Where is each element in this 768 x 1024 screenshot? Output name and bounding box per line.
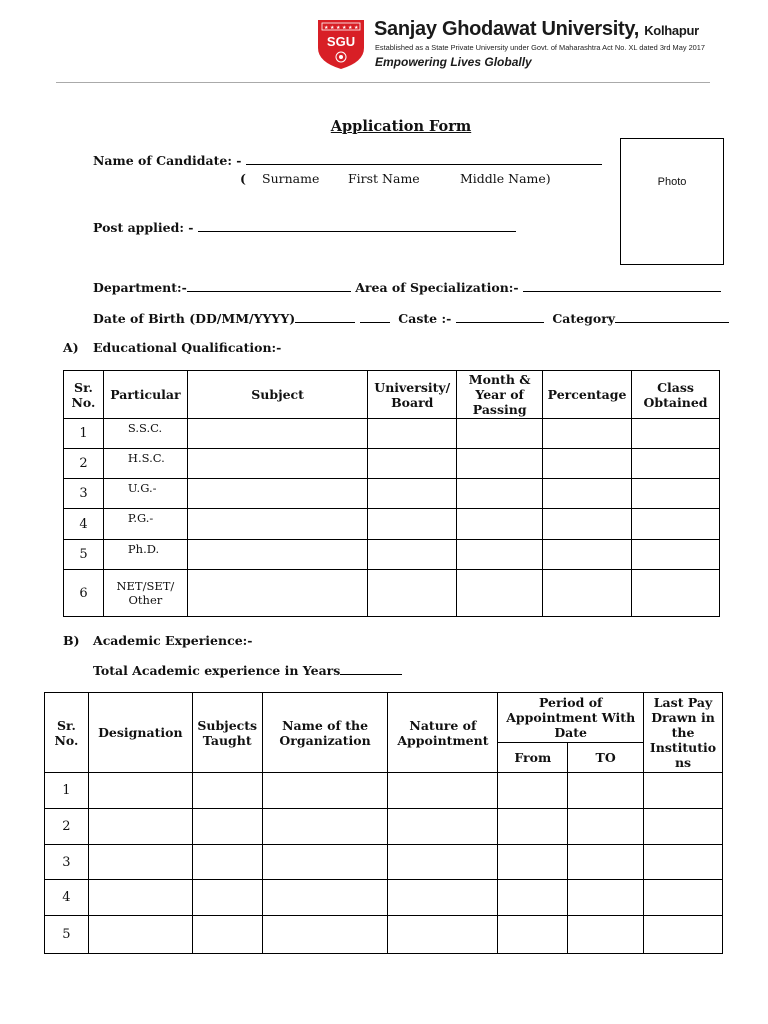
table-row [45, 916, 723, 954]
first-name-hint: First Name [348, 171, 420, 186]
post-applied-row [93, 220, 516, 235]
col-last-pay [644, 693, 723, 773]
university-cell[interactable] [368, 540, 457, 570]
sr-cell: 2 [64, 449, 104, 479]
col-month-year [457, 371, 543, 419]
last-pay-cell[interactable] [644, 880, 723, 916]
education-header-row [64, 371, 720, 419]
col-month-line2: Year of [475, 387, 524, 402]
last-pay-cell[interactable] [644, 845, 723, 880]
sr-cell: 3 [45, 845, 89, 880]
department-label: Department:- [93, 280, 187, 295]
from-cell[interactable] [498, 880, 568, 916]
to-cell[interactable] [568, 845, 644, 880]
university-name-text: Sanjay Ghodawat University, [374, 18, 639, 40]
subject-cell[interactable] [187, 570, 367, 617]
sr-cell: 3 [64, 479, 104, 509]
total-experience-field[interactable] [340, 664, 402, 675]
table-row [64, 479, 720, 509]
to-cell[interactable] [568, 773, 644, 809]
table-row [45, 845, 723, 880]
organization-cell[interactable] [262, 880, 388, 916]
subject-cell[interactable] [187, 479, 367, 509]
nature-cell[interactable] [388, 845, 498, 880]
section-b-heading: Academic Experience:- [93, 633, 253, 648]
organization-cell[interactable] [262, 916, 388, 954]
table-row [64, 419, 720, 449]
col-lastpay-line1: Last Pay [653, 695, 713, 710]
sr-cell: 4 [45, 880, 89, 916]
month-year-cell[interactable] [457, 479, 543, 509]
table-row [45, 880, 723, 916]
dob-row [93, 311, 729, 326]
subject-cell[interactable] [187, 419, 367, 449]
specialization-label: Area of Specialization:- [355, 280, 519, 295]
class-cell[interactable] [632, 419, 720, 449]
last-pay-cell[interactable] [644, 773, 723, 809]
category-field[interactable] [615, 312, 729, 323]
month-year-cell[interactable] [457, 419, 543, 449]
sr-cell: 4 [64, 509, 104, 540]
col-subject: Subject [187, 371, 367, 419]
university-cell[interactable] [368, 419, 457, 449]
col-percentage: Percentage [543, 371, 632, 419]
form-title: Application Form [330, 118, 472, 135]
education-table [63, 370, 720, 617]
particular-cell: Ph.D. [103, 540, 187, 570]
particular-line2: Other [128, 593, 163, 607]
col-subjects-taught [192, 693, 262, 773]
subjects-cell[interactable] [192, 880, 262, 916]
col-particular: Particular [103, 371, 187, 419]
category-label: Category [552, 311, 616, 326]
to-cell[interactable] [568, 880, 644, 916]
last-pay-cell[interactable] [644, 809, 723, 845]
designation-cell[interactable] [88, 845, 192, 880]
percentage-cell[interactable] [543, 509, 632, 540]
table-row [45, 773, 723, 809]
col-university-line1: University/ [374, 379, 451, 395]
candidate-name-label: Name of Candidate: - [93, 153, 242, 168]
col-nature [388, 693, 498, 773]
col-subjects-line2: Taught [202, 732, 252, 748]
col-designation: Designation [88, 693, 192, 773]
col-subjects-line1: Subjects [197, 717, 258, 733]
experience-header-row [45, 693, 723, 743]
particular-cell: S.S.C. [103, 419, 187, 449]
dob-field[interactable] [295, 312, 355, 323]
percentage-cell[interactable] [543, 449, 632, 479]
middle-name-hint: Middle Name) [460, 171, 551, 186]
dob-field-extra[interactable] [360, 312, 390, 323]
section-b-marker: B) [63, 633, 80, 648]
university-cell[interactable] [368, 570, 457, 617]
university-cell[interactable] [368, 449, 457, 479]
photo-box[interactable] [620, 138, 724, 265]
col-period-line3: Date [554, 725, 588, 740]
department-field[interactable] [187, 281, 351, 292]
svg-text:★: ★ [354, 25, 359, 31]
particular-line1: NET/SET/ [116, 579, 175, 593]
particular-cell: U.G.- [103, 479, 187, 509]
nature-cell[interactable] [388, 880, 498, 916]
header-divider [56, 82, 710, 83]
col-class-line1: Class [657, 379, 694, 395]
subjects-cell[interactable] [192, 845, 262, 880]
caste-field[interactable] [456, 312, 544, 323]
logo-text: SGU [326, 34, 356, 49]
subjects-cell[interactable] [192, 916, 262, 954]
designation-cell[interactable] [88, 916, 192, 954]
university-city: Kolhapur [644, 23, 699, 38]
name-open-paren: ( [240, 171, 246, 186]
table-row [64, 540, 720, 570]
col-sr-line1: Sr. [74, 379, 93, 395]
percentage-cell[interactable] [543, 570, 632, 617]
col-org-line1: Name of the [282, 717, 369, 733]
last-pay-cell[interactable] [644, 916, 723, 954]
svg-text:★: ★ [342, 25, 347, 31]
department-row [93, 280, 721, 295]
subject-cell[interactable] [187, 509, 367, 540]
svg-text:★: ★ [330, 25, 335, 31]
post-applied-label: Post applied: - [93, 220, 194, 235]
post-applied-field[interactable] [198, 221, 516, 232]
section-a-marker: A) [63, 340, 79, 355]
nature-cell[interactable] [388, 916, 498, 954]
percentage-cell[interactable] [543, 540, 632, 570]
col-sr-line1: Sr. [57, 717, 76, 733]
svg-text:★: ★ [324, 25, 329, 31]
sr-cell: 5 [45, 916, 89, 954]
university-established-note: Established as a State Private University under Govt. of Maharashtra Act No. XL dated 3rd May 2017 [375, 43, 706, 52]
from-cell[interactable] [498, 773, 568, 809]
sr-cell: 1 [45, 773, 89, 809]
candidate-name-field[interactable] [246, 154, 602, 165]
particular-cell: H.S.C. [103, 449, 187, 479]
designation-cell[interactable] [88, 880, 192, 916]
dob-label: Date of Birth (DD/MM/YYYY) [93, 311, 296, 326]
col-org-line2: Organization [279, 732, 371, 748]
col-lastpay-line4: Institutio [649, 740, 717, 755]
col-sr [45, 693, 89, 773]
col-lastpay-line3: the [671, 725, 695, 740]
table-row [64, 509, 720, 540]
from-cell[interactable] [498, 845, 568, 880]
section-a-heading: Educational Qualification:- [93, 340, 282, 355]
sr-cell: 1 [64, 419, 104, 449]
table-row [64, 449, 720, 479]
surname-hint: Surname [262, 171, 320, 186]
col-lastpay-line2: Drawn in [651, 710, 715, 725]
organization-cell[interactable] [262, 845, 388, 880]
col-nature-line2: Appointment [397, 732, 489, 748]
organization-cell[interactable] [262, 773, 388, 809]
experience-table [44, 692, 723, 954]
sr-cell: 5 [64, 540, 104, 570]
col-period-line2: Appointment With [506, 710, 636, 725]
col-period-line1: Period of [538, 695, 603, 710]
col-to: TO [568, 743, 644, 773]
month-year-cell[interactable] [457, 540, 543, 570]
col-organization [262, 693, 388, 773]
university-name [374, 18, 699, 41]
university-cell[interactable] [368, 479, 457, 509]
to-cell[interactable] [568, 809, 644, 845]
sr-cell: 6 [64, 570, 104, 617]
particular-cell: P.G.- [103, 509, 187, 540]
month-year-cell[interactable] [457, 449, 543, 479]
col-lastpay-line5: ns [674, 755, 692, 770]
col-month-line1: Month & [468, 372, 531, 387]
col-class [632, 371, 720, 419]
col-period [498, 693, 644, 743]
col-month-line3: Passing [472, 402, 527, 417]
to-cell[interactable] [568, 916, 644, 954]
caste-label: Caste :- [398, 311, 452, 326]
table-row [45, 809, 723, 845]
from-cell[interactable] [498, 809, 568, 845]
col-sr [64, 371, 104, 419]
col-sr-line2: No. [54, 732, 79, 748]
nature-cell[interactable] [388, 809, 498, 845]
university-cell[interactable] [368, 509, 457, 540]
class-cell[interactable] [632, 509, 720, 540]
total-experience-row [93, 663, 402, 678]
nature-cell[interactable] [388, 773, 498, 809]
table-row [64, 570, 720, 617]
organization-cell[interactable] [262, 809, 388, 845]
university-logo-icon [316, 18, 366, 70]
from-cell[interactable] [498, 916, 568, 954]
month-year-cell[interactable] [457, 570, 543, 617]
class-cell[interactable] [632, 540, 720, 570]
subjects-cell[interactable] [192, 773, 262, 809]
svg-text:★: ★ [336, 25, 341, 31]
specialization-field[interactable] [523, 281, 721, 292]
photo-label: Photo [657, 176, 687, 188]
month-year-cell[interactable] [457, 509, 543, 540]
particular-cell [103, 570, 187, 617]
university-tagline: Empowering Lives Globally [375, 55, 532, 69]
col-university [368, 371, 457, 419]
subjects-cell[interactable] [192, 809, 262, 845]
candidate-name-row [93, 153, 602, 168]
class-cell[interactable] [632, 449, 720, 479]
percentage-cell[interactable] [543, 479, 632, 509]
col-sr-line2: No. [71, 394, 96, 410]
col-university-line2: Board [391, 394, 434, 410]
col-from: From [498, 743, 568, 773]
sr-cell: 2 [45, 809, 89, 845]
subject-cell[interactable] [187, 449, 367, 479]
subject-cell[interactable] [187, 540, 367, 570]
class-cell[interactable] [632, 570, 720, 617]
col-nature-line1: Nature of [409, 717, 477, 733]
col-class-line2: Obtained [643, 394, 708, 410]
class-cell[interactable] [632, 479, 720, 509]
percentage-cell[interactable] [543, 419, 632, 449]
designation-cell[interactable] [88, 809, 192, 845]
designation-cell[interactable] [88, 773, 192, 809]
svg-text:★: ★ [348, 25, 353, 31]
total-experience-label: Total Academic experience in Years [93, 663, 341, 678]
